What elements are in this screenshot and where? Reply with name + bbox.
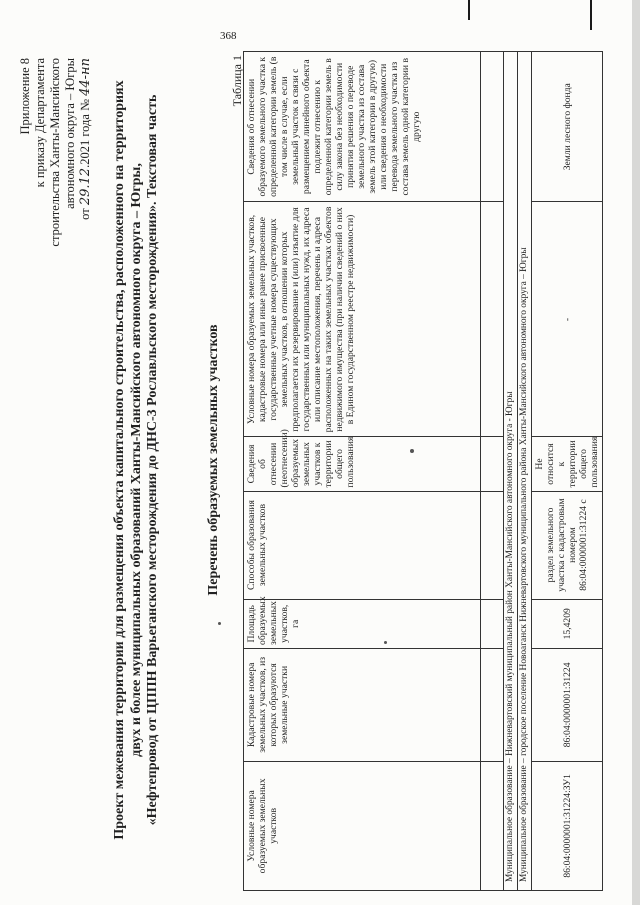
appendix-date: от 29.12.2021 года № 44-нп — [78, 58, 93, 220]
cell-plot-number: 86:04:0000001:31224:ЗУ1 — [532, 761, 603, 890]
header-cell: Сведения об отнесении образуемого земельного участка к определенной категории земель (в том числе в случае, если земельный участок в связи с размещением линейного объекта подлежит отнесению к определенной категории земель в силу закона без необходимости принятия решения о переводе земельного участка из состава земель этой категории в другую) или сведения о необходимости перевода земельного участка из состава земель одной категории в другую — [244, 52, 481, 202]
header-cell: Условные номера образуемых земельных участков — [244, 761, 481, 890]
table-row-settlement — [518, 52, 532, 891]
settlement-row: Муниципальное образование – городское поселение Новоаганск Нижневартовского муниципального района Ханты-Мансийского автономного округа – Югры — [518, 52, 532, 891]
table-subtitle: Перечень образуемых земельных участков — [206, 324, 221, 596]
appendix-line-4: автономного округа – Югры — [63, 58, 77, 209]
cell-public-use: Не относится к территории общего пользования — [532, 437, 603, 491]
municipal-row: Муниципальное образование – Нижневартовский муниципальный район Ханты-Мансийского автономного округа - Югры — [504, 52, 518, 891]
header-cell: Кадастровые номера земельных участков, из которых образуются земельные участки — [244, 648, 481, 761]
land-plots-table — [243, 51, 603, 891]
header-cell: Способы образования земельных участков — [244, 491, 481, 599]
appendix-block — [18, 58, 93, 247]
page-number: 368 — [220, 30, 237, 42]
table-header-row — [244, 52, 481, 891]
document-title: Проект межевания территории для размещения объекта капитального строительства, расположенного на территориях двух и более муниципальных образований Ханты-Мансийского автономного округа – Югры, «Нефтепровод от ЦППН Варьеганского месторождения до ДНС-3 Рославльского месторождения». Текстовая часть — [112, 80, 160, 840]
table-empty-row — [481, 52, 504, 891]
header-cell: Условные номера образуемых земельных участков, кадастровые номера или иные ранее присвоенные государственные учетные номера существующих земельных участков, в отношении которых предполагается их резервирование и (или) изъятие для государственных или муниципальных нужд, их адреса или описание местоположения, перечень и адреса расположенных на таких земельных участках объектов недвижимого имущества (при наличии сведений о них в Едином государственном реестре недвижимости) — [244, 202, 481, 437]
header-cell: Площадь образуемых земельных участков, га — [244, 599, 481, 648]
cell-method: раздел земельного участка с кадастровым номером 86:04:0000001:31224 с — [532, 491, 603, 599]
cell-source-cadastral: 86:04:0000001:31224 — [532, 648, 603, 761]
table-row-municipal — [504, 52, 518, 891]
cell-land-category: Земли лесного фонда — [532, 52, 603, 202]
header-cell: Сведения об отнесении (неотнесении) образуемых земельных участков к территории общего пользования — [244, 437, 481, 491]
appendix-line-3: строительства Ханты-Мансийского — [48, 58, 62, 247]
appendix-line-2: к приказу Департамента — [33, 58, 47, 188]
table-label: Таблица 1 — [230, 55, 244, 107]
cell-area: 15,4209 — [532, 599, 603, 648]
cell-reservation: - — [532, 202, 603, 437]
table-row — [532, 52, 603, 891]
appendix-line-1: Приложение 8 — [18, 58, 32, 135]
